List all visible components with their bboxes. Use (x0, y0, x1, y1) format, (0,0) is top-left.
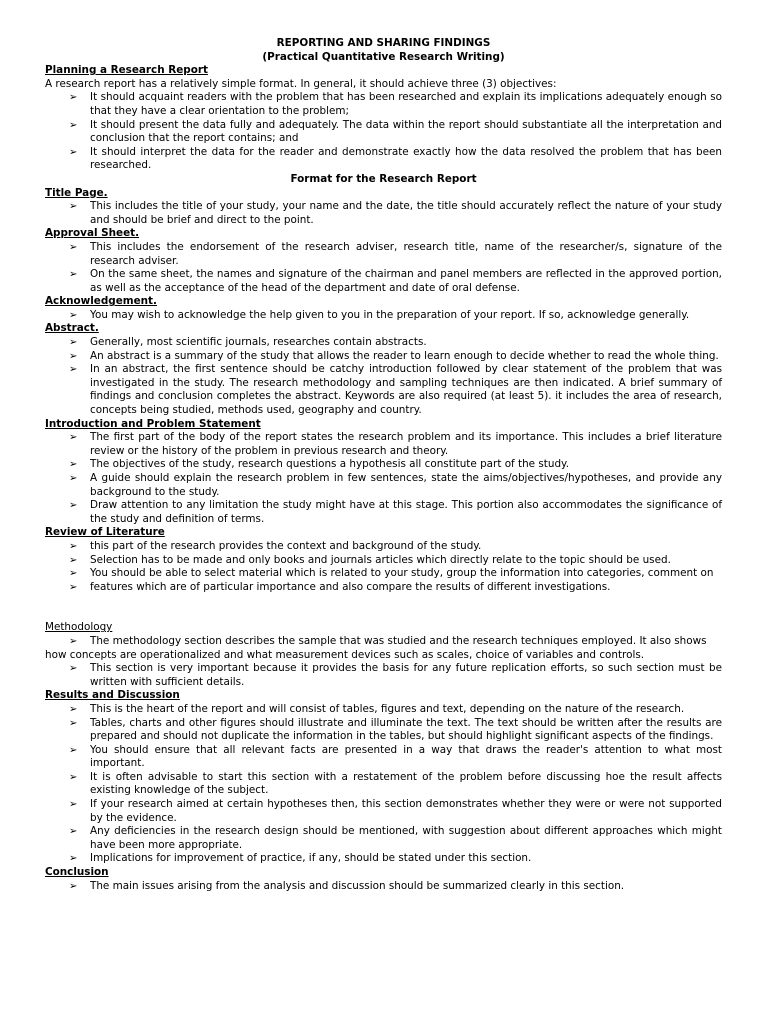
section-heading-results: Results and Discussion (45, 689, 180, 702)
arrow-bullet-icon: ➢ (69, 568, 78, 580)
list-item: ➢ Any deficiencies in the research design should be mentioned, with suggestion about different approaches which might have been more appropriate. (69, 825, 722, 851)
approval-sheet-bullet-list (45, 241, 722, 295)
section-heading-introduction: Introduction and Problem Statement (45, 417, 261, 430)
list-item: ➢ The main issues arising from the analysis and discussion should be summarized clearly in this section. (69, 879, 625, 892)
list-item: ➢ Draw attention to any limitation the study might have at this stage. This portion also accommodates the significance of the study and definition of terms. (69, 499, 722, 525)
methodology-bullet-list-2 (45, 662, 722, 689)
list-item: ➢ It should acquaint readers with the problem that has been researched and explain its implications adequately enough so that they have a clear orientation to the problem; (69, 91, 722, 117)
list-item: ➢ You should ensure that all relevant facts are presented in a way that draws the reader's attention to what most important. (69, 743, 722, 770)
list-item: ➢ The objectives of the study, research questions a hypothesis all constitute part of the study. (69, 458, 570, 471)
list-item: ➢ If your research aimed at certain hypotheses then, this section demonstrates whether they were or were not supported by the evidence. (69, 798, 722, 824)
arrow-bullet-icon: ➢ (69, 581, 78, 593)
section-heading-review-of-literature: Review of Literature (45, 526, 165, 539)
planning-intro: A research report has a relatively simple format. In general, it should achieve three (3) objectives: (45, 77, 557, 90)
conclusion-bullet-list (45, 880, 722, 894)
arrow-bullet-icon: ➢ (69, 119, 78, 131)
arrow-bullet-icon: ➢ (69, 663, 78, 675)
section-heading-planning: Planning a Research Report (45, 64, 208, 77)
list-item: ➢ In an abstract, the first sentence should be catchy introduction followed by clear statement of the problem that was investigated in the study. The research methodology and sampling techniques are then indicated. A brief summary of findings and conclusion completes the abstract. Keywords are also required (at least 5). it includes the area of research, concepts being studied, methods used, geography and country. (69, 363, 722, 417)
arrow-bullet-icon: ➢ (69, 92, 78, 104)
arrow-bullet-icon: ➢ (69, 880, 78, 892)
arrow-bullet-icon: ➢ (69, 364, 78, 376)
methodology-bullet-list (45, 635, 722, 649)
format-title: Format for the Research Report (290, 172, 477, 185)
abstract-bullet-list (45, 336, 722, 418)
list-item: ➢ The first part of the body of the report states the research problem and its importance. This includes a brief literature review or the history of the problem in previous research and theory. (69, 431, 722, 457)
section-heading-abstract: Abstract. (45, 322, 99, 335)
arrow-bullet-icon: ➢ (69, 799, 78, 811)
arrow-bullet-icon: ➢ (69, 744, 78, 756)
arrow-bullet-icon: ➢ (69, 635, 78, 647)
arrow-bullet-icon: ➢ (69, 473, 78, 484)
arrow-bullet-icon: ➢ (69, 500, 78, 512)
arrow-bullet-icon: ➢ (69, 350, 78, 362)
list-item: ➢ Tables, charts and other figures should illustrate and illuminate the text. The text should be written after the results are prepared and should not duplicate the information in the tables, but should highlight significant aspects of the findings. (69, 716, 722, 743)
section-heading-title-page: Title Page. (45, 186, 108, 199)
list-item: ➢ Implications for improvement of practice, if any, should be stated under this section. (69, 852, 532, 865)
review-bullet-list (45, 540, 722, 594)
title-page-bullet-list (45, 200, 722, 227)
arrow-bullet-icon: ➢ (69, 853, 78, 865)
list-item: ➢ It should interpret the data for the reader and demonstrate exactly how the data resolved the problem that has been researched. (69, 145, 722, 172)
arrow-bullet-icon: ➢ (69, 201, 78, 213)
section-heading-acknowledgement: Acknowledgement. (45, 295, 157, 308)
section-heading-methodology: Methodology (45, 621, 113, 634)
list-item: ➢ The methodology section describes the sample that was studied and the research techniques employed. It also shows (69, 634, 707, 647)
list-item: ➢ An abstract is a summary of the study that allows the reader to learn enough to decide whether to read the whole thing. (69, 349, 719, 362)
list-item: ➢ this part of the research provides the context and background of the study. (69, 539, 482, 552)
arrow-bullet-icon: ➢ (69, 826, 78, 838)
section-heading-approval-sheet: Approval Sheet. (45, 227, 140, 240)
section-heading-conclusion: Conclusion (45, 866, 109, 879)
arrow-bullet-icon: ➢ (69, 771, 78, 783)
arrow-bullet-icon: ➢ (69, 309, 78, 321)
list-item: ➢ This includes the title of your study, your name and the date, the title should accurately reflect the nature of your study and should be brief and direct to the point. (69, 200, 722, 226)
arrow-bullet-icon: ➢ (69, 554, 78, 566)
list-item: ➢ This is the heart of the report and will consist of tables, figures and text, depending on the nature of the research. (69, 702, 685, 715)
document-subtitle: (Practical Quantitative Research Writing) (262, 50, 505, 63)
arrow-bullet-icon: ➢ (69, 717, 78, 729)
arrow-bullet-icon: ➢ (69, 540, 78, 552)
arrow-bullet-icon: ➢ (69, 146, 78, 158)
arrow-bullet-icon: ➢ (69, 459, 78, 471)
list-item: ➢ This section is very important because it provides the basis for any future replication efforts, so such section must be written with sufficient details. (69, 662, 722, 688)
planning-bullet-list (45, 91, 722, 173)
arrow-bullet-icon: ➢ (69, 337, 78, 349)
list-item: ➢ Selection has to be made and only books and journals articles which directly relate to the topic should be used. (69, 553, 671, 566)
blank-gap (45, 594, 722, 621)
list-item: ➢ It is often advisable to start this section with a restatement of the problem before discussing hoe the result affects existing knowledge of the subject. (69, 770, 722, 797)
introduction-bullet-list (45, 431, 722, 526)
list-item: ➢ You should be able to select material which is related to your study, group the information into categories, comment on (69, 567, 714, 580)
list-item: ➢ This includes the endorsement of the research adviser, research title, name of the researcher/s, signature of the research adviser. (69, 240, 722, 267)
arrow-bullet-icon: ➢ (69, 241, 78, 253)
list-item: ➢ On the same sheet, the names and signature of the chairman and panel members are reflected in the approved portion, as well as the acceptance of the head of the department and date of oral defense. (69, 268, 722, 294)
arrow-bullet-icon: ➢ (69, 269, 78, 281)
list-item: ➢ A guide should explain the research problem in few sentences, state the aims/objectives/hypotheses, and provide any background to the study. (69, 472, 722, 498)
methodology-continuation: how concepts are operationalized and what measurement devices such as scales, choice of variables and controls. (45, 648, 645, 661)
list-item: ➢ features which are of particular importance and also compare the results of different investigations. (69, 580, 611, 593)
document-title: REPORTING AND SHARING FINDINGS (276, 37, 491, 49)
arrow-bullet-icon: ➢ (69, 703, 78, 715)
list-item: ➢ You may wish to acknowledge the help given to you in the preparation of your report. If so, acknowledge generally. (69, 308, 690, 321)
acknowledgement-bullet-list (45, 309, 722, 323)
results-bullet-list (45, 703, 722, 866)
arrow-bullet-icon: ➢ (69, 432, 78, 444)
list-item: ➢ Generally, most scientific journals, researches contain abstracts. (69, 336, 427, 349)
list-item: ➢ It should present the data fully and adequately. The data within the report should substantiate all the interpretation and conclusion that the report contains; and (69, 118, 722, 145)
